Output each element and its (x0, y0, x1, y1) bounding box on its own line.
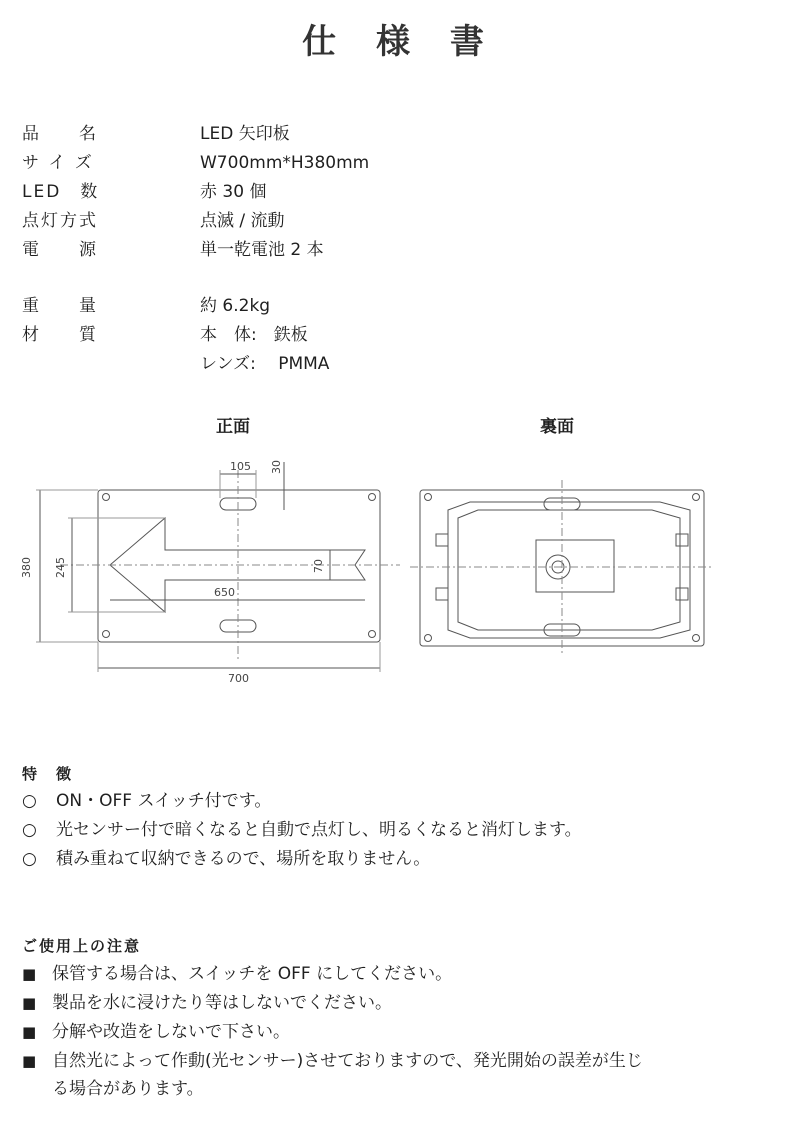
spec-value: 単一乾電池 2 本 (200, 240, 324, 260)
circle-bullet-icon: ○ (22, 820, 37, 840)
dim-label-70: 70 (312, 559, 325, 573)
spec-label: 材 質 (22, 325, 98, 345)
caution-text: 製品を水に浸けたり等はしないでください。 (52, 993, 392, 1013)
back-stand-inner-frame (458, 510, 680, 630)
caution-item (22, 989, 392, 1017)
back-screw (425, 635, 432, 642)
back-stand-frame (448, 502, 690, 638)
square-bullet-icon: ■ (22, 1023, 37, 1041)
dim-label-245: 245 (54, 557, 67, 578)
spec-value: 本 体: 鉄板 (200, 325, 308, 345)
spec-label: 点灯方式 (22, 211, 98, 231)
feature-text: 積み重ねて収納できるので、場所を取りません。 (56, 849, 431, 869)
dim-label-105: 105 (230, 460, 251, 473)
back-view-label: 裏面 (540, 417, 574, 437)
cautions-heading: ご使用上の注意 (22, 937, 142, 955)
front-panel-outline (98, 490, 380, 642)
spec-label: 電 源 (22, 240, 98, 260)
spec-label: 重 量 (22, 296, 98, 316)
dim-label-650: 650 (214, 586, 235, 599)
square-bullet-icon: ■ (22, 965, 37, 983)
back-screw (425, 494, 432, 501)
front-screw (103, 631, 110, 638)
features-heading: 特 徴 (22, 765, 74, 783)
spec-value: 赤 30 個 (200, 182, 267, 202)
back-screw (693, 635, 700, 642)
back-view (410, 480, 714, 655)
hinge-bracket (676, 534, 688, 546)
spec-value: W700mm*H380mm (200, 153, 370, 173)
circle-bullet-icon: ○ (22, 849, 37, 869)
page-title: 仕 様 書 (302, 22, 498, 62)
front-screw (369, 631, 376, 638)
spec-value: 約 6.2kg (200, 296, 271, 316)
square-bullet-icon: ■ (22, 994, 37, 1012)
technical-drawing (0, 440, 800, 700)
front-screw (103, 494, 110, 501)
spec-value: 点滅 / 流動 (200, 211, 285, 231)
feature-item (22, 816, 582, 844)
front-view-label: 正面 (216, 417, 250, 437)
dim-label-380: 380 (20, 557, 33, 578)
hinge-bracket (676, 588, 688, 600)
caution-text: 自然光によって作動(光センサー)させておりますので、発光開始の誤差が生じ (52, 1051, 643, 1071)
spec-label: 品 名 (22, 124, 98, 144)
caution-item (22, 960, 452, 988)
feature-item (22, 845, 430, 873)
spec-value: LED 矢印板 (200, 124, 290, 144)
spec-label: LED 数 (22, 182, 100, 202)
caution-item (22, 1018, 290, 1046)
hinge-bracket (436, 534, 448, 546)
back-screw (693, 494, 700, 501)
caution-text: 保管する場合は、スイッチを OFF にしてください。 (52, 964, 453, 984)
front-screw (369, 494, 376, 501)
dim-label-30: 30 (270, 460, 283, 474)
square-bullet-icon: ■ (22, 1052, 37, 1070)
caution-text-continuation: る場合があります。 (52, 1079, 204, 1099)
hinge-bracket (436, 588, 448, 600)
spec-value: レンズ: PMMA (200, 354, 330, 374)
caution-item (22, 1047, 643, 1075)
circle-bullet-icon: ○ (22, 791, 37, 811)
battery-box (536, 540, 614, 592)
dim-label-700: 700 (228, 672, 249, 685)
feature-item (22, 787, 271, 815)
front-dimension-labels (20, 460, 325, 685)
feature-text: ON・OFF スイッチ付です。 (56, 791, 272, 811)
feature-text: 光センサー付で暗くなると自動で点灯し、明るくなると消灯します。 (56, 820, 582, 840)
spec-label: サ イ ズ (22, 153, 94, 173)
front-view (36, 462, 400, 672)
caution-text: 分解や改造をしないで下さい。 (52, 1022, 290, 1042)
